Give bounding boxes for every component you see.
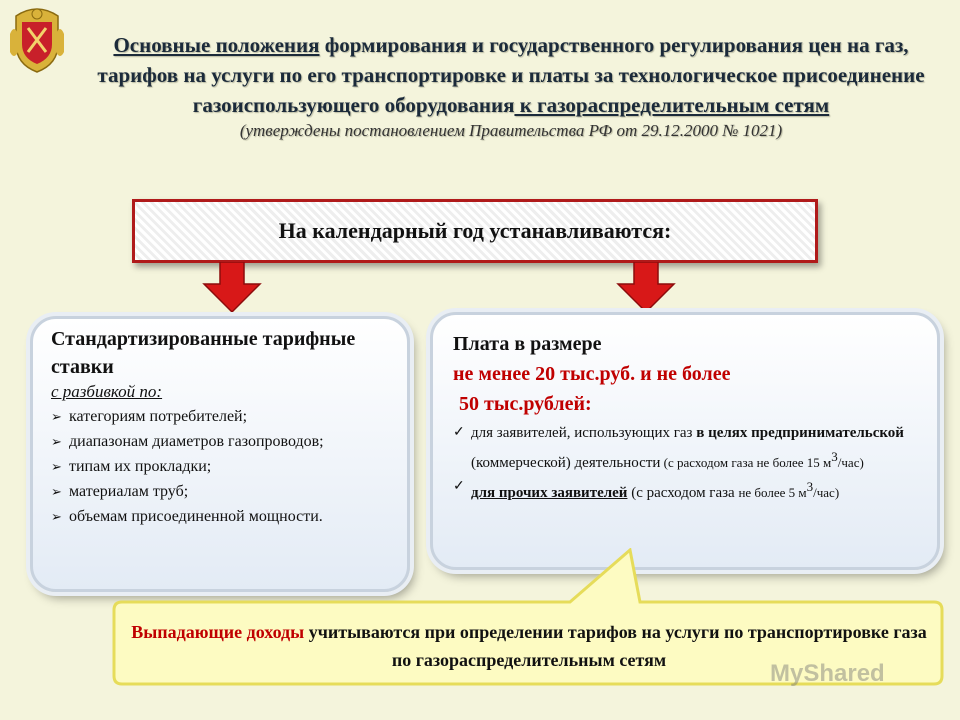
unit-superscript: 3 <box>831 449 838 464</box>
standard-rates-title: Стандартизированные тарифные ставки <box>51 328 356 378</box>
unit-superscript: 3 <box>806 479 814 494</box>
calendar-box-label: На календарный год устанавливаются: <box>278 218 672 243</box>
callout-rest: учитываются при определении тарифов на услуги по транспортировке газа по газораспределительным сетям <box>304 622 927 670</box>
arrow-bullet-icon: ➢ <box>51 484 62 499</box>
standard-rates-subtitle: с разбивкой по: <box>51 382 163 401</box>
list-item <box>453 475 921 505</box>
title-subtitle: (утверждены постановлением Правительства РФ от 29.12.2000 № 1021) <box>239 121 783 140</box>
list-item-text <box>471 421 921 475</box>
callout-emphasis: Выпадающие доходы <box>131 622 305 642</box>
list-item-text: типам их прокладки; <box>69 458 212 475</box>
condition-limit: (с расходом газа не более 15 м <box>660 455 832 470</box>
title-part-highlight: платы за технологическое присоединение газоиспользующего оборудования <box>192 63 925 117</box>
condition-emphasis: в целях предпринимательской <box>696 425 904 441</box>
list-item <box>51 456 391 477</box>
title-part-underlined-end: к газораспределительным сетям <box>514 93 830 117</box>
connection-fee-card <box>430 312 940 570</box>
list-item-text: категориям потребителей; <box>69 408 248 425</box>
fee-conditions-list <box>453 421 921 505</box>
arrow-bullet-icon: ➢ <box>51 459 62 474</box>
coat-of-arms-icon <box>8 4 66 74</box>
arrow-bullet-icon: ➢ <box>51 409 62 424</box>
fee-range-max: 50 тыс.рублей: <box>459 393 592 415</box>
list-item-text <box>471 475 839 505</box>
list-item-text: материалам труб; <box>69 483 189 500</box>
list-item <box>51 406 391 427</box>
calendar-year-box <box>132 199 818 263</box>
fee-heading: Плата в размере <box>453 333 602 355</box>
condition-emphasis: для прочих заявителей <box>471 485 628 501</box>
condition-limit: не более 5 м <box>738 485 807 500</box>
condition-unit: /час) <box>813 485 840 500</box>
arrow-bullet-icon: ➢ <box>51 434 62 449</box>
list-item <box>51 481 391 502</box>
list-item <box>51 431 391 452</box>
condition-unit: /час) <box>837 455 864 470</box>
list-item-text: объемам присоединенной мощности. <box>69 508 323 525</box>
list-item <box>51 506 391 527</box>
arrow-down-icon <box>202 262 262 314</box>
slide-title <box>96 30 926 142</box>
list-item-text: диапазонам диаметров газопроводов; <box>69 433 324 450</box>
list-item <box>453 421 921 475</box>
title-part-underlined: Основные положения <box>113 33 320 57</box>
watermark: MyShared <box>770 660 885 687</box>
fee-range: не менее 20 тыс.руб. и не более <box>453 363 731 385</box>
arrow-bullet-icon: ➢ <box>51 509 62 524</box>
checkmark-icon: ✓ <box>453 479 465 494</box>
condition-text: для заявителей, использующих газ <box>471 425 697 441</box>
condition-text: (с расходом газа <box>627 485 739 501</box>
standard-rates-list <box>51 406 391 527</box>
arrow-down-icon <box>616 262 676 314</box>
checkmark-icon: ✓ <box>453 425 465 440</box>
title-part: формирования и государственного регулирования цен на газ, тарифов на услуги по его транспортировке и <box>97 33 909 87</box>
condition-text: (коммерческой) деятельности <box>471 455 661 471</box>
